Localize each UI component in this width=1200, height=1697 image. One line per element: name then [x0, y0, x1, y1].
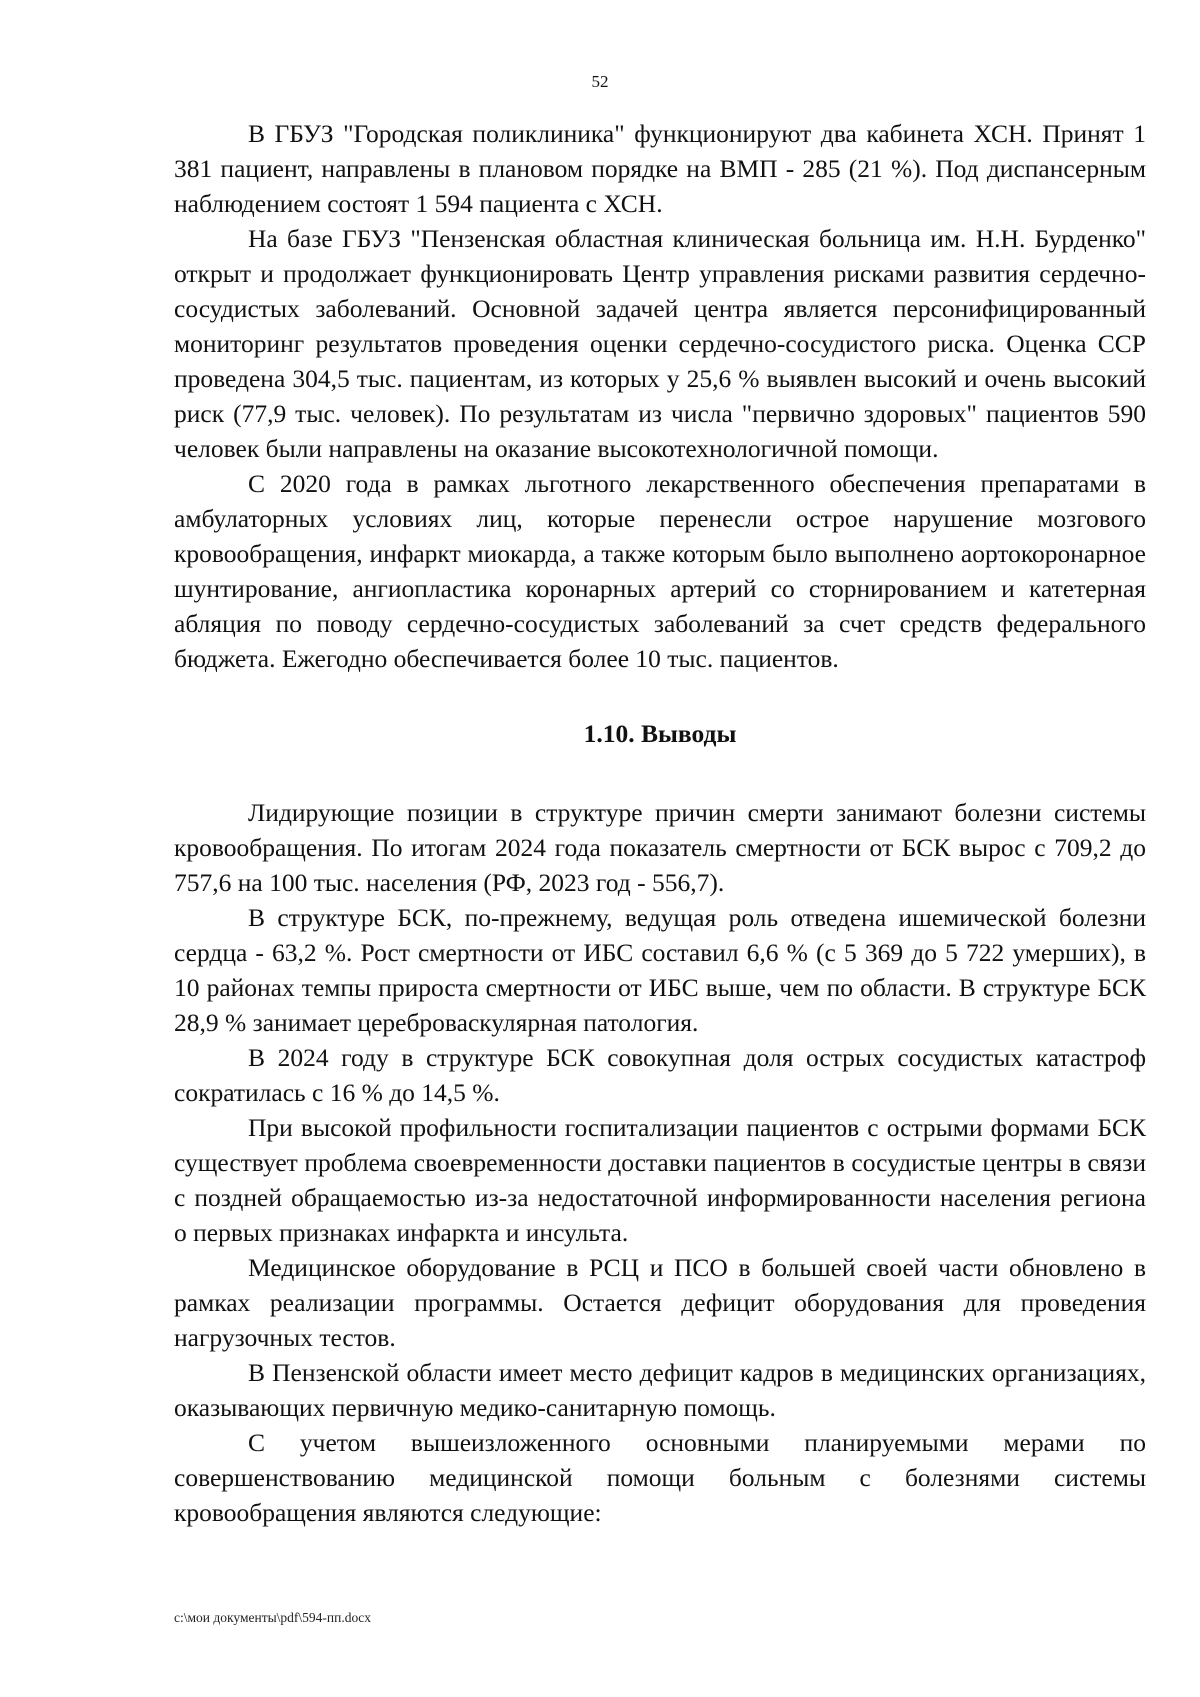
paragraph: Медицинское оборудование в РСЦ и ПСО в большей своей части обновлено в рамках реализации программы. Остается дефицит оборудования для проведения нагрузочных тестов.	[174, 1253, 1146, 1352]
footer-file-path: c:\мои документы\pdf\594-пп.docx	[174, 1610, 371, 1625]
paragraph: При высокой профильности госпитализации пациентов с острыми формами БСК существует проблема своевременности доставки пациентов в сосудистые центры в связи с поздней обращаемостью из-за недостаточной информированности населения региона о первых признаках инфаркта и инсульта.	[174, 1113, 1146, 1247]
paragraph: В структуре БСК, по-прежнему, ведущая роль отведена ишемической болезни сердца - 63,2 %. Рост смертности от ИБС составил 6,6 % (с 5 369 до 5 722 умерших), в 10 районах темпы прироста смертности от ИБС выше, чем по области. В структуре БСК 28,9 % занимает цереброваскулярная патология.	[174, 903, 1146, 1037]
page-number: 52	[591, 72, 609, 91]
paragraph: В ГБУЗ "Городская поликлиника" функционируют два кабинета ХСН. Принят 1 381 пациент, направлены в плановом порядке на ВМП - 285 (21 %). Под диспансерным наблюдением состоят 1 594 пациента с ХСН.	[174, 119, 1146, 218]
paragraph: С учетом вышеизложенного основными планируемыми мерами по совершенствованию медицинской помощи больным с болезнями системы кровообращения являются следующие:	[174, 1428, 1146, 1527]
paragraph: Лидирующие позиции в структуре причин смерти занимают болезни системы кровообращения. По итогам 2024 года показатель смертности от БСК вырос с 709,2 до 757,6 на 100 тыс. населения (РФ, 2023 год - 556,7).	[174, 798, 1146, 897]
section-title: 1.10. Выводы	[583, 719, 737, 748]
paragraph: В 2024 году в структуре БСК совокупная доля острых сосудистых катастроф сократилась с 16 % до 14,5 %.	[174, 1043, 1146, 1107]
paragraph: На базе ГБУЗ "Пензенская областная клиническая больница им. Н.Н. Бурденко" открыт и продолжает функционировать Центр управления рисками развития сердечно-сосудистых заболеваний. Основной задачей центра является персонифицированный мониторинг результатов проведения оценки сердечно-сосудистого риска. Оценка ССР проведена 304,5 тыс. пациентам, из которых у 25,6 % выявлен высокий и очень высокий риск (77,9 тыс. человек). По результатам из числа "первично здоровых" пациентов 590 человек были направлены на оказание высокотехнологичной помощи.	[174, 224, 1146, 463]
document-body	[174, 116, 1146, 1530]
paragraph: С 2020 года в рамках льготного лекарственного обеспечения препаратами в амбулаторных условиях лиц, которые перенесли острое нарушение мозгового кровообращения, инфаркт миокарда, а также которым было выполнено аортокоронарное шунтирование, ангиопластика коронарных артерий со сторнированием и катетерная абляция по поводу сердечно-сосудистых заболеваний за счет средств федерального бюджета. Ежегодно обеспечивается более 10 тыс. пациентов.	[174, 469, 1146, 673]
paragraph: В Пензенской области имеет место дефицит кадров в медицинских организациях, оказывающих первичную медико-санитарную помощь.	[174, 1358, 1146, 1422]
